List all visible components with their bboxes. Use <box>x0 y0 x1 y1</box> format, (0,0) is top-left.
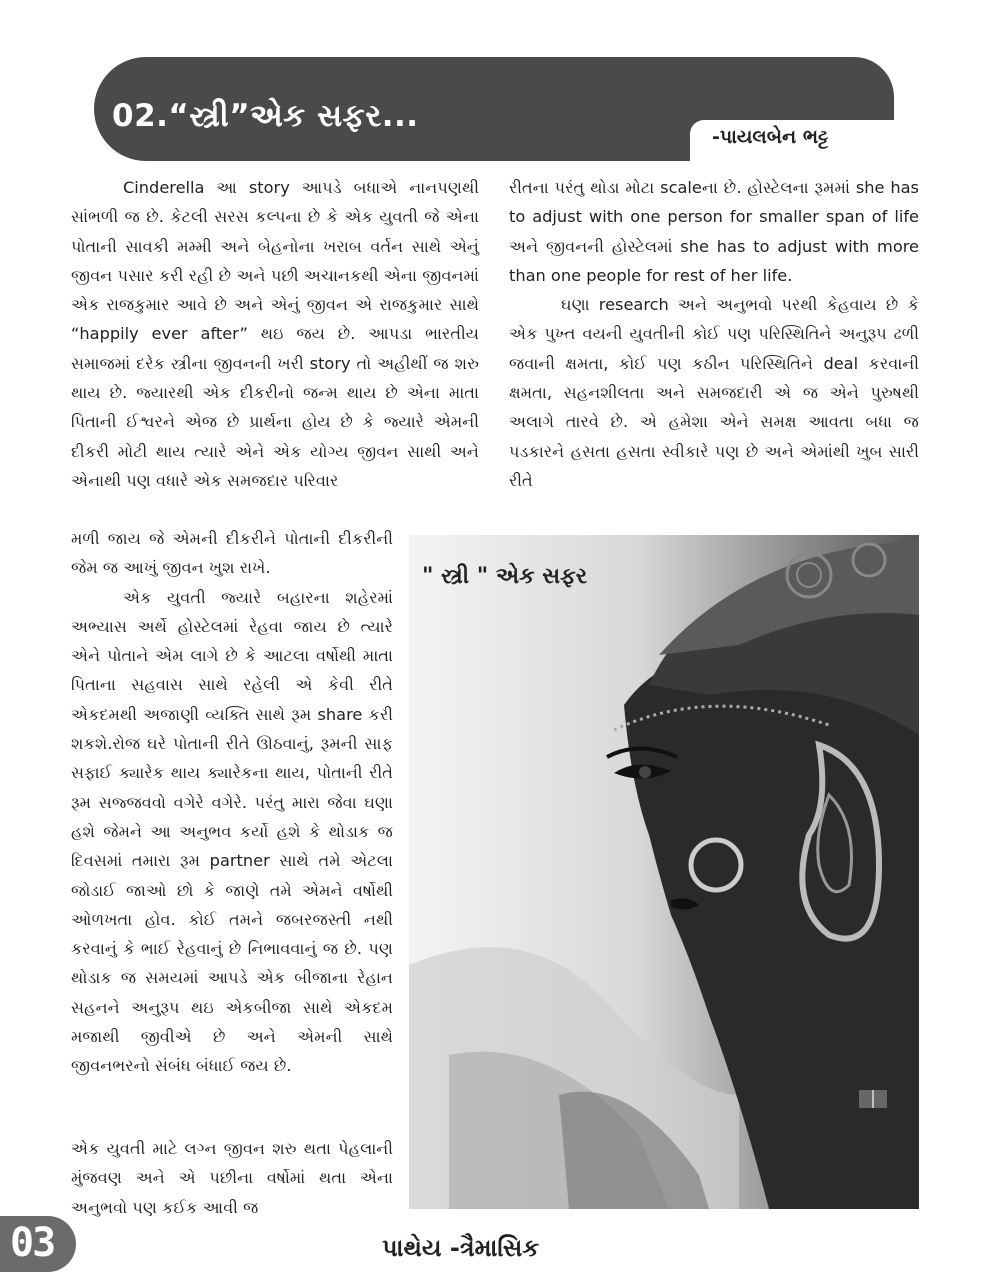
page-number: 03 <box>10 1220 55 1266</box>
woman-portrait-illustration <box>409 535 919 1209</box>
left-column-top <box>71 173 479 495</box>
paragraph-scale: રીતના પરંતુ થોડા મોટા scaleના છે. હોસ્ટેલના રૂમમાં she has to adjust with one person for smaller span of life અને જીવનની હોસ્ટેલમાં she has to adjust with more than one people for rest of her life. <box>509 178 919 285</box>
paragraph-intro: Cinderella આ story આપડે બધાએ નાનપણથી સાંભળી જ છે. કેટલી સરસ કલ્પના છે કે એક યુવતી જે એના પોતાની સાવકી મમ્મી અને બેહનોના ખરાબ વર્તન સાથે એનું જીવન પસાર કરી રહી છે અને પછી અચાનકથી એના જીવનમાં એક રાજકુમાર આવે છે અને એનું જીવન એ રાજકુમાર સાથે “happily ever after” થઇ જય છે. આપડા ભારતીય સમાજમાં દરેક સ્ત્રીના જીવનની ખરી story તો અહીથીં જ શરુ થાય છે. જ્યારથી એક દીકરીનો જન્મ થાય છે એના માતા પિતાની ઈશ્વરને એજ છે પ્રાર્થના હોય છે કે જ્યારે એમની દીકરી મોટી થાય ત્યારે એને એક યોગ્ય જીવન સાથી અને એનાથી પણ વધારે એક સમજદાર પરિવાર <box>71 178 479 490</box>
artwork-caption: " સ્ત્રી " એક સફર <box>422 564 588 589</box>
page-number-tab <box>0 1216 76 1272</box>
article-title: 02.“સ્ત્રી”એક સફર... <box>112 98 419 134</box>
left-column-middle <box>71 524 393 1081</box>
paragraph-research: ઘણા research અને અનુભવો પરથી કેહવાય છે કે એક પુખ્ત વયની યુવતીની કોઈ પણ પરિસ્થિતિને અનુરૂપ ઢળી જવાની ક્ષમતા, કોઈ પણ કઠીન પરિસ્થિતિને deal કરવાની ક્ષમતા, સહનશીલતા અને સમજદારી એ જ એને પુરુષથી અલાગે તારવે છે. એ હમેશા એને સમક્ષ આવતા બધા જ પડકારને હસતા હસતા સ્વીકારે પણ છે અને એમાંથી ખુબ સારી રીતે <box>509 295 919 490</box>
right-column <box>509 173 919 495</box>
paragraph-hostel: એક યુવતી જ્યારે બહારના શહેરમાં અભ્યાસ અર્થે હોસ્ટેલમાં રેહવા જાય છે ત્યારે એને પોતાને એમ લાગે છે કે આટલા વર્ષોથી માતા પિતાના સહવાસ સાથે રહેલી એ કેવી રીતે એકદમથી અજાણી વ્યક્તિ સાથે રૂમ share કરી શકશે.રોજ ઘરે પોતાની રીતે ઊઠવાનું, રૂમની સાફ સફાઈ ક્યારેક થાય ક્યારેકના થાય, પોતાની રીતે રૂમ સજ્જવવો વગેરે વગેરે. પરંતુ મારા જેવા ઘણા હશે જેમને આ અનુભવ કર્યો હશે કે થોડાક જ દિવસમાં તમારા રૂમ partner સાથે તમે એટલા જોડાઈ જાઓ છો કે જાણે તમે એમને વર્ષોથી ઓળખતા હોવ. કોઈ તમને જબરજસ્તી નથી કરવાનું કે ભાઈ રેહવાનું છે નિભાવવાનું જ છે. પણ થોડાક જ સમયમાં આપડે એક બીજાના રેહાન સહનને અનુરૂપ થઇ એકબીજા સાથે એકદમ મજાથી જીવીએ છે અને એમની સાથે જીવનભરનો સંબંધ બંધાઈ જય છે. <box>71 587 393 1076</box>
left-column-bottom <box>71 1134 393 1222</box>
paragraph-marriage: એક યુવતી માટે લગ્ન જીવન શરુ થતા પેહલાની મુંજવણ અને એ પછીના વર્ષોમાં થતા એના અનુભવો પણ કઈક આવી જ <box>71 1139 393 1217</box>
magazine-name: પાથેય -ત્રૈમાસિક <box>382 1234 540 1262</box>
paragraph-continuation: મળી જાય જે એમની દીકરીને પોતાની દીકરીની જેમ જ આખું જીવન ખુશ રાખે. <box>71 529 393 578</box>
article-author: -પાયલબેન ભટ્ટ <box>712 126 829 148</box>
